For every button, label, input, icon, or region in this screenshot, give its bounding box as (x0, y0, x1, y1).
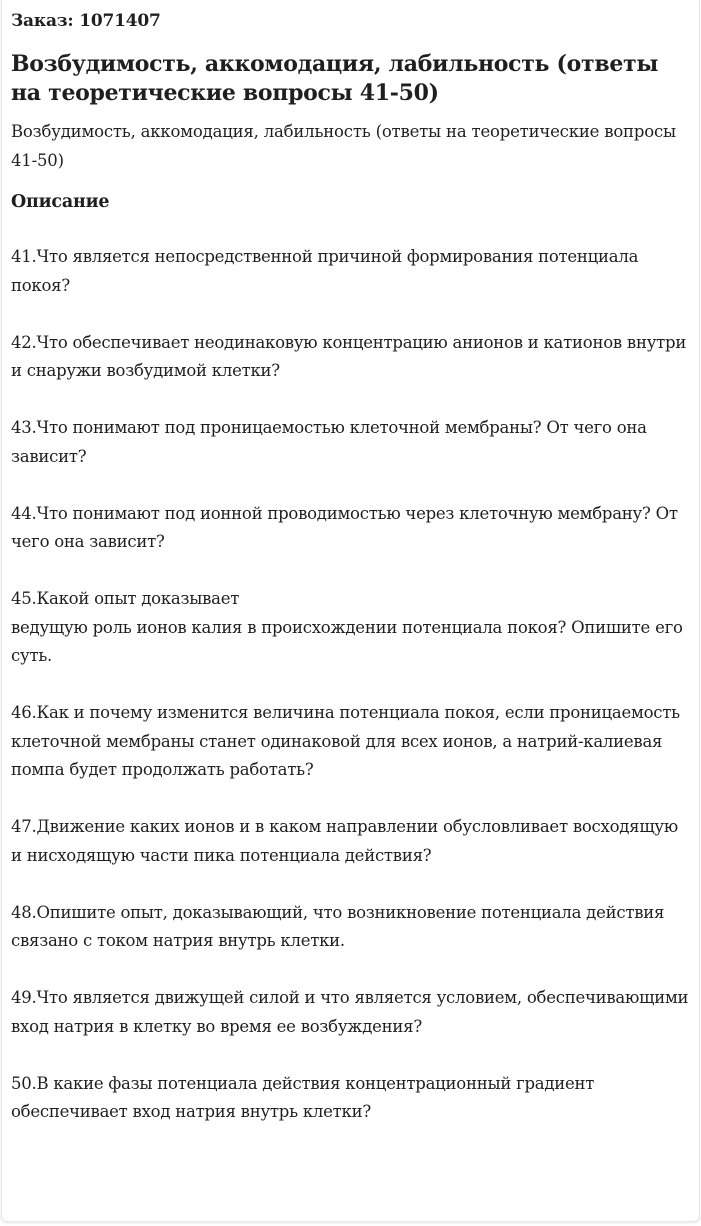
question-item: 43.Что понимают под проницаемостью клеточной мембраны? От чего она зависит? (11, 418, 647, 466)
question-item: 41.Что является непосредственной причиной формирования потенциала покоя? (11, 247, 639, 295)
question-item: 49.Что является движущей силой и что является условием, обеспечивающими вход натрия в клетку во время ее возбуждения? (11, 988, 689, 1036)
question-item: 44.Что понимают под ионной проводимостью через клеточную мембрану? От чего она зависит? (11, 503, 678, 551)
question-item: 47.Движение каких ионов и в каком направлении обусловливает восходящую и нисходящую части пика потенциала действия? (11, 817, 679, 865)
description-heading: Описание (11, 192, 110, 212)
question-item: 48.Опишите опыт, доказывающий, что возникновение потенциала действия связано с током натрия внутрь клетки. (11, 902, 665, 950)
question-item: 42.Что обеспечивает неодинаковую концентрацию анионов и катионов внутри и снаружи возбудимой клетки? (11, 332, 687, 380)
page-title: Возбудимость, аккомодация, лабильность (ответы на теоретические вопросы 41-50) (11, 51, 659, 106)
order-number: Заказ: 1071407 (11, 11, 161, 31)
product-card (1, 0, 700, 1222)
question-item: 45.Какой опыт доказывает ведущую роль ионов калия в происхождении потенциала покоя? Опишите его суть. (11, 589, 683, 665)
question-item: 50.В какие фазы потенциала действия концентрационный градиент обеспечивает вход натрия внутрь клетки? (11, 1073, 595, 1121)
page-subtitle: Возбудимость, аккомодация, лабильность (ответы на теоретические вопросы 41-50) (11, 122, 676, 170)
question-item: 46.Как и почему изменится величина потенциала покоя, если проницаемость клеточной мембраны станет одинаковой для всех ионов, а натрий-калиевая помпа будет продолжать работать? (11, 703, 680, 779)
question-list (11, 243, 690, 1127)
